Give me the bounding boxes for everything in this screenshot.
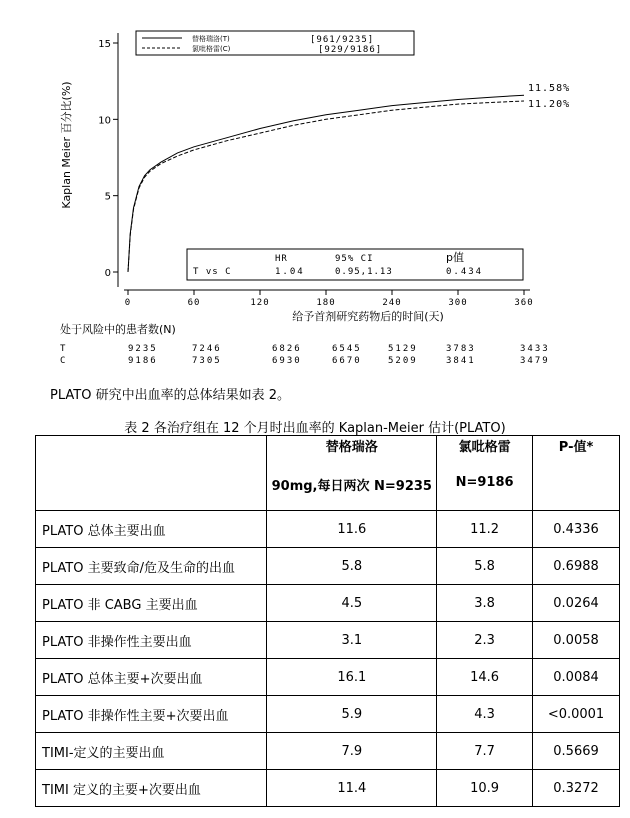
at-risk-value: 6545 [332, 344, 362, 354]
table-row [36, 659, 620, 696]
results-table [35, 435, 620, 807]
km-curve-clopidogrel [128, 101, 524, 272]
ticagrelor-value-cell: 5.8 [267, 548, 437, 585]
kaplan-meier-chart [0, 0, 630, 380]
stats-header-hr: HR [275, 254, 288, 264]
header-ticagrelor-dose: 90mg,每日两次 N=9235 [271, 479, 432, 494]
ticagrelor-value-cell: 7.9 [267, 733, 437, 770]
at-risk-row-label: T [60, 344, 66, 354]
at-risk-value: 6826 [272, 344, 302, 354]
at-risk-value: 5129 [388, 344, 418, 354]
p-value-cell: 0.6988 [533, 548, 620, 585]
at-risk-value: 3433 [520, 344, 550, 354]
row-label-cell: PLATO 非操作性主要出血 [36, 622, 267, 659]
at-risk-row-label: C [60, 356, 66, 366]
at-risk-value: 6930 [272, 356, 302, 366]
clopidogrel-value-cell: 7.7 [437, 733, 533, 770]
ticagrelor-value-cell: 4.5 [267, 585, 437, 622]
legend-series-count: [929/9186] [318, 45, 383, 55]
km-curve-ticagrelor [128, 95, 524, 272]
at-risk-value: 6670 [332, 356, 362, 366]
table-row [36, 548, 620, 585]
x-axis-label: 给予首剂研究药物后的时间(天) [292, 310, 444, 323]
clopidogrel-value-cell: 3.8 [437, 585, 533, 622]
row-label-cell: PLATO 总体主要出血 [36, 511, 267, 548]
row-label-cell: PLATO 非操作性主要+次要出血 [36, 696, 267, 733]
stats-row-label: T vs C [193, 267, 232, 277]
clopidogrel-value-cell: 10.9 [437, 770, 533, 807]
at-risk-value: 7305 [192, 356, 222, 366]
ticagrelor-value-cell: 11.6 [267, 511, 437, 548]
row-label-cell: PLATO 总体主要+次要出血 [36, 659, 267, 696]
stats-header-ci: 95% CI [335, 254, 374, 264]
x-tick-label: 0 [124, 298, 132, 308]
table-row [36, 770, 620, 807]
legend-series-name: 替格瑞洛(T) [192, 35, 230, 43]
at-risk-value: 3841 [446, 356, 476, 366]
clopidogrel-value-cell: 5.8 [437, 548, 533, 585]
p-value-cell: 0.0084 [533, 659, 620, 696]
x-tick-label: 360 [514, 298, 534, 308]
y-tick-label: 15 [98, 39, 111, 50]
header-ticagrelor-name: 替格瑞洛 [325, 440, 378, 455]
header-cell-clopidogrel [437, 436, 533, 511]
row-label-cell: TIMI-定义的主要出血 [36, 733, 267, 770]
p-value-cell: 0.0264 [533, 585, 620, 622]
p-value-cell: <0.0001 [533, 696, 620, 733]
header-cell-p: P-值* [533, 436, 620, 511]
at-risk-value: 9235 [128, 344, 158, 354]
series-end-label: 11.58% [528, 83, 571, 94]
clopidogrel-value-cell: 14.6 [437, 659, 533, 696]
ticagrelor-value-cell: 16.1 [267, 659, 437, 696]
header-clopidogrel-name: 氯吡格雷 [458, 440, 511, 455]
y-tick-label: 10 [98, 115, 111, 127]
clopidogrel-value-cell: 2.3 [437, 622, 533, 659]
table-row [36, 696, 620, 733]
at-risk-value: 5209 [388, 356, 418, 366]
clopidogrel-value-cell: 11.2 [437, 511, 533, 548]
x-tick-label: 60 [187, 298, 201, 308]
header-cell-empty [36, 436, 267, 511]
stats-hr-value: 1.04 [275, 267, 305, 277]
table-header-row [36, 436, 620, 511]
p-value-cell: 0.0058 [533, 622, 620, 659]
y-tick-label: 0 [104, 268, 111, 279]
x-tick-label: 120 [250, 298, 270, 308]
stats-ci-value: 0.95,1.13 [335, 267, 393, 277]
legend-series-count: [961/9235] [310, 35, 375, 45]
table-caption: 表 2 各治疗组在 12 个月时出血率的 Kaplan-Meier 估计(PLATO) [124, 421, 506, 436]
at-risk-title: 处于风险中的患者数(N) [60, 323, 176, 336]
row-label-cell: TIMI 定义的主要+次要出血 [36, 770, 267, 807]
y-tick-label: 5 [104, 191, 111, 203]
table-row [36, 733, 620, 770]
ticagrelor-value-cell: 3.1 [267, 622, 437, 659]
table-row [36, 511, 620, 548]
ticagrelor-value-cell: 11.4 [267, 770, 437, 807]
at-risk-value: 3479 [520, 356, 550, 366]
x-tick-label: 300 [448, 298, 468, 308]
table-row [36, 585, 620, 622]
p-value-cell: 0.5669 [533, 733, 620, 770]
header-cell-ticagrelor [267, 436, 437, 511]
p-value-cell: 0.3272 [533, 770, 620, 807]
at-risk-value: 3783 [446, 344, 476, 354]
table-row [36, 622, 620, 659]
x-tick-label: 180 [316, 298, 336, 308]
at-risk-value: 9186 [128, 356, 158, 366]
header-clopidogrel-n: N=9186 [455, 475, 514, 490]
clopidogrel-value-cell: 4.3 [437, 696, 533, 733]
ticagrelor-value-cell: 5.9 [267, 696, 437, 733]
x-tick-label: 240 [382, 298, 402, 308]
stats-p-value: 0.434 [446, 267, 484, 277]
row-label-cell: PLATO 非 CABG 主要出血 [36, 585, 267, 622]
p-value-cell: 0.4336 [533, 511, 620, 548]
row-label-cell: PLATO 主要致命/危及生命的出血 [36, 548, 267, 585]
legend-series-name: 氯吡格雷(C) [192, 45, 231, 53]
series-end-label: 11.20% [528, 99, 571, 110]
y-axis-label: Kaplan Meier 百分比(%) [60, 81, 73, 209]
paragraph: PLATO 研究中出血率的总体结果如表 2。 [50, 388, 290, 403]
at-risk-value: 7246 [192, 344, 222, 354]
stats-header-p: p值 [446, 251, 464, 264]
